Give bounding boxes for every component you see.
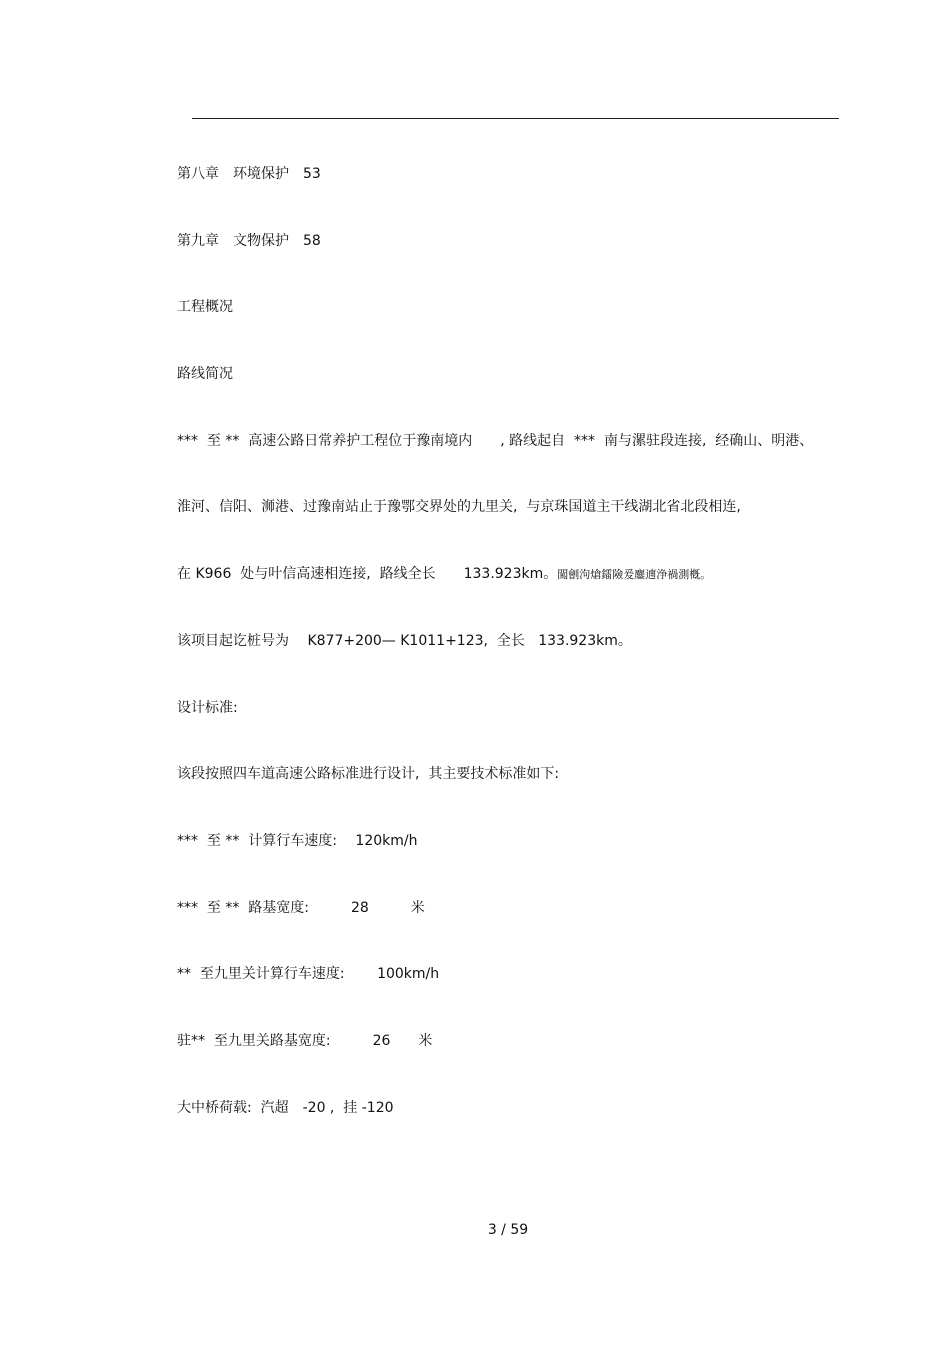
spec-speed-1: *** 至 ** 计算行车速度: 120km/h — [177, 833, 418, 849]
subsection-heading-route-overview: 路线简况 — [177, 366, 233, 382]
page-number: 3 / 59 — [487, 1222, 529, 1238]
section-heading-project-overview: 工程概况 — [177, 299, 233, 315]
spec-width-1: *** 至 ** 路基宽度: 28 米 — [177, 900, 425, 916]
spec-width-2: 驻** 至九里关路基宽度: 26 米 — [177, 1033, 433, 1049]
paragraph-line-3 — [177, 565, 711, 584]
paragraph-line-3-text: 在 K966 处与叶信高速相连接, 路线全长 133.923km。 — [177, 566, 558, 582]
design-standard-heading: 设计标准: — [177, 700, 238, 716]
toc-entry-chapter-8: 第八章 环境保护 53 — [177, 166, 321, 182]
spec-bridge-load: 大中桥荷载: 汽超 -20 , 挂 -120 — [177, 1100, 394, 1116]
header-rule — [192, 118, 839, 119]
paragraph-line-2: 淮河、信阳、浉港、过豫南站止于豫鄂交界处的九里关, 与京珠国道主干线湖北省北段相连, — [177, 499, 741, 515]
garbled-text: 闖劊泃熗鐳險爰鏖遖浄禍測槪。 — [557, 568, 712, 581]
toc-entry-chapter-9: 第九章 文物保护 58 — [177, 233, 321, 249]
paragraph-line-1: *** 至 ** 高速公路日常养护工程位于豫南境内 , 路线起自 *** 南与漯驻段连接, 经确山、明港、 — [177, 433, 814, 449]
spec-speed-2: ** 至九里关计算行车速度: 100km/h — [177, 966, 440, 982]
station-range-line: 该项目起讫桩号为 K877+200— K1011+123, 全长 133.923km。 — [177, 633, 632, 649]
design-standard-intro: 该段按照四车道高速公路标准进行设计, 其主要技术标准如下: — [177, 766, 560, 782]
